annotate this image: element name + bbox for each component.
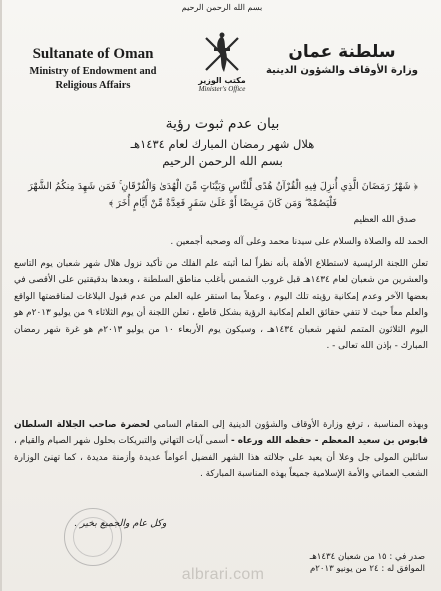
quran-source: صدق الله العظيم <box>353 215 416 225</box>
announcement-paragraph: تعلن اللجنة الرئيسية لاستطلاع الأهلة بأنه نظراً لما أثبته علم الفلك من تأكيد نزول هلال شهر شعبان يوم التاسع والعشرين من شعبان لعام ١٤٣٤هـ قبل غروب الشمس بأغلب مناطق السلطنة ، وبعدها بدقيقتين على الأقصى في بعضها الآخر وعدم إمكانية رؤيته تلك اليوم ، وعملاً بما استقر عليه العلم من عدم قبول البلاغات لمناقضتها الواقع والعلم معاً حيث لا تتفي حقائق العلم إمكانية الرؤية بشكل قاطع ، تعلن اللجنة أن يوم الثلاثاء ٩ من يوليو ٢٠١٣م هو اليوم الثلاثون المتمم لشهر شعبان ١٤٣٤هـ ، وسيكون يوم الأربعاء ١٠ من يوليو ٢٠١٣م هو غرة شهر رمضان المبارك - بإذن الله تعالى - . <box>14 259 429 352</box>
site-watermark: albrari.com <box>181 566 265 583</box>
congratulations-rest: أسمى آيات التهاني والتبريكات بحلول شهر الصيام والقيام ، سائلين المولى جل وعلا أن يعيد على جلالته هذا الشهر الفضيل أعواماً عديدة وأزمنة مديدة ، كما تهنئ الوزارة الشعب العماني والأمة الإسلامية جميعاً بهذه المناسبة المباركة . <box>14 436 428 480</box>
official-stamp <box>64 508 122 566</box>
congratulations-paragraph <box>14 417 428 483</box>
office-label-english: Minister's Office <box>198 85 246 93</box>
arabic-letterhead <box>257 42 427 76</box>
statement-title <box>2 116 441 168</box>
closing-greeting: وكل عام والجميع بخير . <box>74 518 167 529</box>
hijri-date: صدر في : ١٥ من شعبان ١٤٣٤هـ <box>309 552 425 562</box>
quran-verse: ﴿ شَهْرُ رَمَضَانَ الَّذِي أُنزِلَ فِيهِ الْقُرْآنُ هُدًى لِّلنَّاسِ وَبَيِّنَاتٍ مِّنَ الْهُدَىٰ وَالْفُرْقَانِ ۚ فَمَن شَهِدَ مِنكُمُ الشَّهْرَ فَلْيَصُمْهُ ۖ وَمَن كَانَ مَرِيضًا أَوْ عَلَىٰ سَفَرٍ فَعِدَّةٌ مِّنْ أَيَّامٍ أُخَرَ ﴾ <box>28 181 418 209</box>
quran-verse-block <box>24 178 422 229</box>
english-country-title: Sultanate of Oman <box>32 46 154 62</box>
sultan-title: لحضرة صاحب الجلالة السلطان قابوس بن سعيد المعظم - حفظه الله ورعاه - <box>14 420 428 447</box>
khanjar-emblem-icon <box>200 30 244 76</box>
statement-basmala: بسم الله الرحمن الرحيم <box>162 154 283 168</box>
issue-dates <box>310 551 425 575</box>
english-letterhead <box>18 46 168 93</box>
opening-praise: الحمد لله والصلاة والسلام على سيدنا محمد وعلى آله وصحبه أجمعين . <box>170 237 428 247</box>
arabic-country-title: سلطنة عمان <box>288 42 396 62</box>
statement-subheading: هلال شهر رمضان المبارك لعام ١٤٣٤هـ <box>130 137 315 151</box>
office-label-arabic: مكتب الوزير <box>198 76 246 85</box>
top-basmala: بسم الله الرحمن الرحيم <box>181 3 263 12</box>
congratulations-intro: وبهذه المناسبة ، ترفع وزارة الأوقاف والشؤون الدينية إلى المقام السامي <box>149 420 428 430</box>
english-ministry-name: Ministry of Endowment and Religious Affairs <box>29 66 157 91</box>
statement-heading: بيان عدم ثبوت رؤية <box>165 116 280 132</box>
arabic-ministry-name: وزارة الأوقاف والشؤون الدينية <box>265 65 419 76</box>
gregorian-date: الموافق له : ٢٤ من يونيو ٢٠١٣م <box>309 564 425 574</box>
national-emblem <box>192 30 252 108</box>
